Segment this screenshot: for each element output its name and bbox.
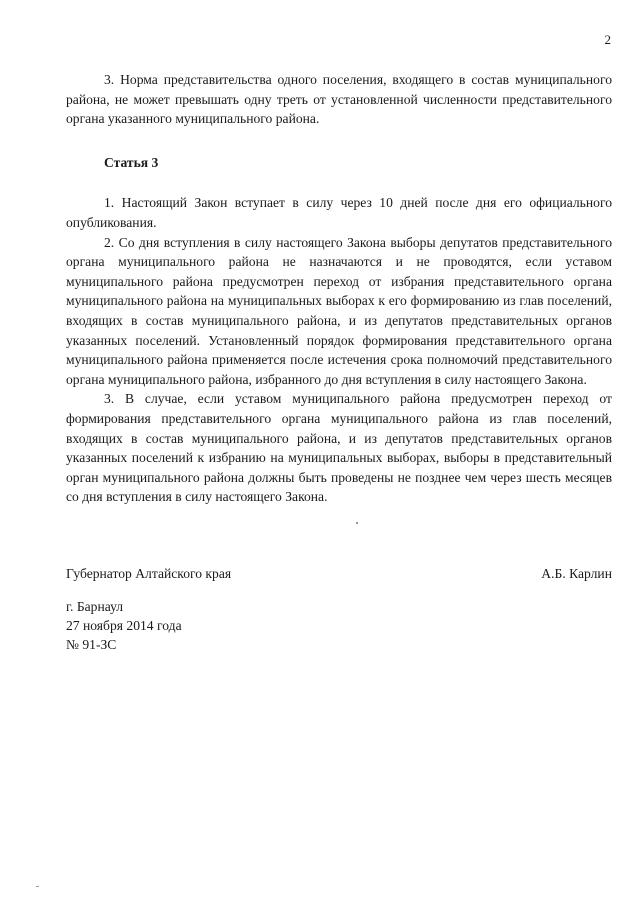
city: г. Барнаул xyxy=(66,599,124,614)
signatory-name: А.Б. Карлин xyxy=(541,566,612,581)
scan-speck xyxy=(356,522,358,524)
signatory-position: Губернатор Алтайского края xyxy=(66,566,232,581)
article3-point1-paragraph: 1. Настоящий Закон вступает в силу через 10 дней после дня его официального опубликования. xyxy=(66,195,612,230)
signing-date: 27 ноября 2014 года xyxy=(66,618,182,633)
signature-row xyxy=(66,566,612,582)
document-body xyxy=(66,70,612,507)
scan-speck-bottom xyxy=(36,886,39,887)
place-date-block xyxy=(66,597,182,654)
page-number: 2 xyxy=(604,32,611,47)
law-number: № 91-ЗС xyxy=(66,637,117,652)
article3-title: Статья 3 xyxy=(104,154,159,170)
article3-point3-paragraph: 3. В случае, если уставом муниципального района предусмотрен переход от формирования представительного органа муниципального района из глав поселений, входящих в состав муниципального района, и из депутатов представительных органов указанных поселений к избранию на муниципальных выборах, выборы в представительный орган муниципального района должны быть проведены не позднее чем через шесть месяцев со дня вступления в силу настоящего Закона. xyxy=(66,391,612,505)
article3-point2-paragraph: 2. Со дня вступления в силу настоящего Закона выборы депутатов представительного органа муниципального района не назначаются и не проводятся, если уставом муниципального района предусмотрен переход от избрания представительного органа муниципального района на муниципальных выборах к его формированию из глав поселений, входящих в состав муниципального района, и из депутатов представительных органов указанных поселений. Установленный порядок формирования представительного органа муниципального района применяется после истечения срока полномочий представительного органа муниципального района, избранного до дня вступления в силу настоящего Закона. xyxy=(66,234,612,387)
article2-point3-paragraph: 3. Норма представительства одного поселения, входящего в состав муниципального района, не может превышать одну треть от установленной численности представительного органа указанного муниципального района. xyxy=(66,72,612,127)
